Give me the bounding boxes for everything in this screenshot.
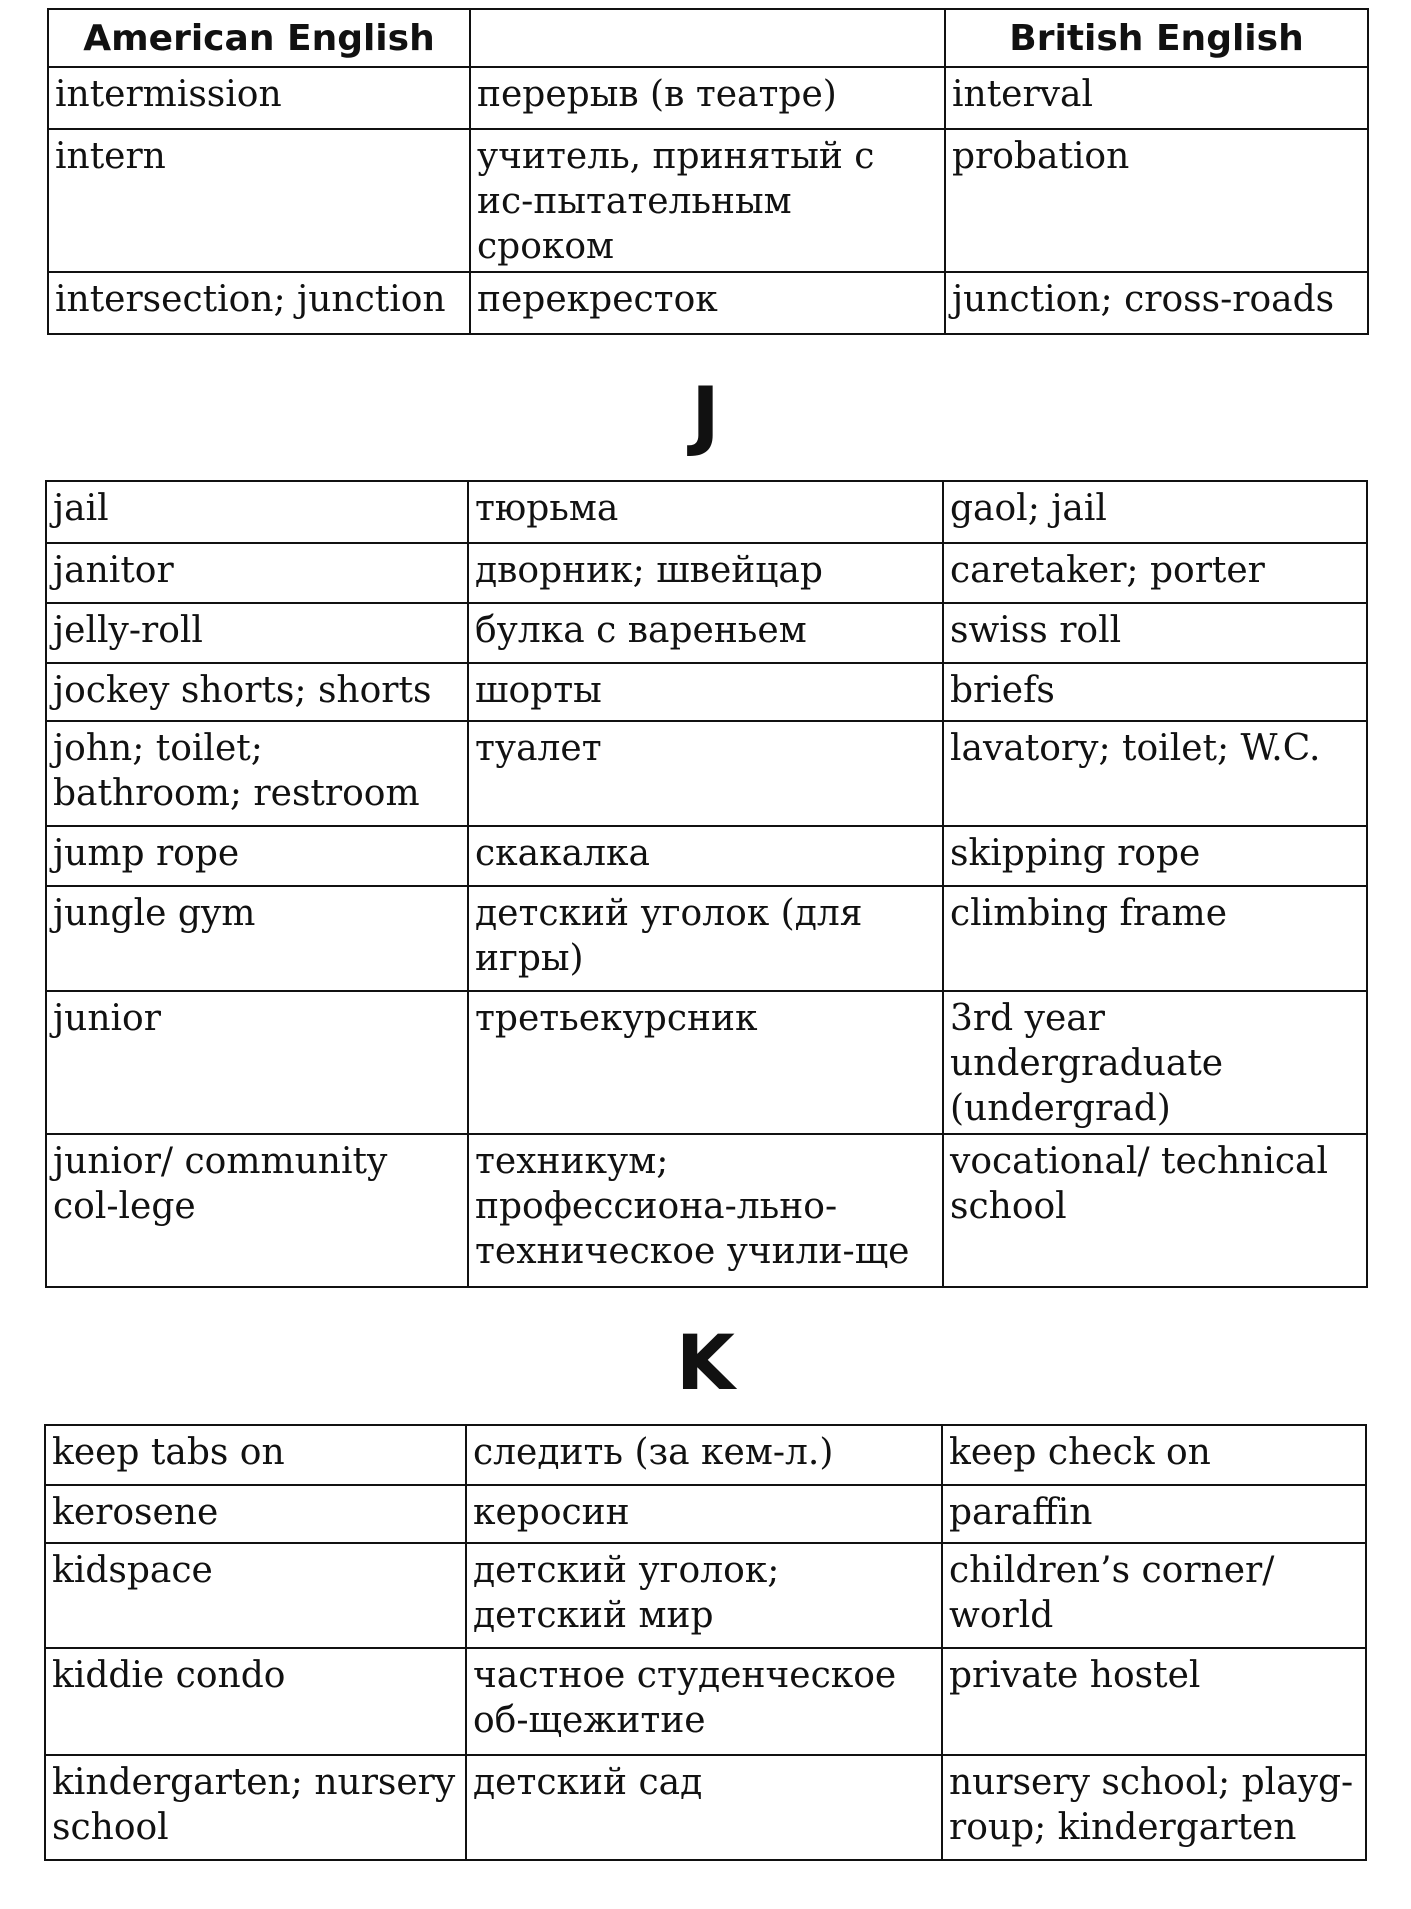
american-term: intersection; junction bbox=[48, 272, 470, 334]
table-row bbox=[46, 481, 1367, 543]
british-term: climbing frame bbox=[943, 886, 1367, 991]
american-term: intern bbox=[48, 129, 470, 272]
russian-translation: скакалка bbox=[468, 826, 943, 886]
british-term: junction; cross-roads bbox=[945, 272, 1368, 334]
russian-translation: дворник; швейцар bbox=[468, 543, 943, 603]
section-letter-k: K bbox=[676, 1318, 735, 1407]
vocab-table-k bbox=[44, 1424, 1367, 1861]
table-row bbox=[45, 1425, 1366, 1485]
russian-translation: детский уголок; детский мир bbox=[466, 1543, 942, 1648]
table-row bbox=[46, 1134, 1367, 1287]
vocab-table-j bbox=[45, 480, 1368, 1288]
russian-translation: учитель, принятый с ис-пытательным сроком bbox=[470, 129, 945, 272]
american-term: kiddie condo bbox=[45, 1648, 466, 1755]
russian-translation: булка с вареньем bbox=[468, 603, 943, 663]
american-term: keep tabs on bbox=[45, 1425, 466, 1485]
american-term: junior/ community col-lege bbox=[46, 1134, 468, 1287]
british-term: 3rd year undergraduate (undergrad) bbox=[943, 991, 1367, 1134]
russian-translation: следить (за кем-л.) bbox=[466, 1425, 942, 1485]
table-row bbox=[46, 826, 1367, 886]
american-term: kidspace bbox=[45, 1543, 466, 1648]
table-row bbox=[48, 129, 1368, 272]
russian-translation: детский уголок (для игры) bbox=[468, 886, 943, 991]
section-letter-j: J bbox=[691, 370, 720, 459]
british-term: swiss roll bbox=[943, 603, 1367, 663]
british-term: gaol; jail bbox=[943, 481, 1367, 543]
american-term: jail bbox=[46, 481, 468, 543]
russian-translation: перерыв (в театре) bbox=[470, 67, 945, 129]
british-term: briefs bbox=[943, 663, 1367, 721]
russian-translation: керосин bbox=[466, 1485, 942, 1543]
table-row bbox=[46, 991, 1367, 1134]
british-term: keep check on bbox=[942, 1425, 1366, 1485]
american-term: jockey shorts; shorts bbox=[46, 663, 468, 721]
american-term: junior bbox=[46, 991, 468, 1134]
vocab-table-i bbox=[47, 8, 1369, 335]
russian-translation: третьекурсник bbox=[468, 991, 943, 1134]
header-row bbox=[48, 9, 1368, 67]
american-term: jelly-roll bbox=[46, 603, 468, 663]
table-row bbox=[45, 1755, 1366, 1860]
table-row bbox=[46, 721, 1367, 826]
table-row bbox=[46, 603, 1367, 663]
american-term: jump rope bbox=[46, 826, 468, 886]
table-row bbox=[48, 67, 1368, 129]
british-term: paraffin bbox=[942, 1485, 1366, 1543]
british-term: skipping rope bbox=[943, 826, 1367, 886]
british-english-header: British English bbox=[945, 9, 1368, 67]
american-english-header: American English bbox=[48, 9, 470, 67]
american-term: intermission bbox=[48, 67, 470, 129]
british-term: lavatory; toilet; W.C. bbox=[943, 721, 1367, 826]
british-term: vocational/ technical school bbox=[943, 1134, 1367, 1287]
table-row bbox=[45, 1485, 1366, 1543]
british-term: interval bbox=[945, 67, 1368, 129]
american-term: jungle gym bbox=[46, 886, 468, 991]
russian-translation: шорты bbox=[468, 663, 943, 721]
russian-translation: детский сад bbox=[466, 1755, 942, 1860]
table-row bbox=[46, 886, 1367, 991]
table-row bbox=[45, 1543, 1366, 1648]
table-row bbox=[46, 663, 1367, 721]
table-row bbox=[48, 272, 1368, 334]
russian-translation: тюрьма bbox=[468, 481, 943, 543]
russian-translation: техникум; профессиона-льно-техническое учили-ще bbox=[468, 1134, 943, 1287]
british-term: private hostel bbox=[942, 1648, 1366, 1755]
russian-header bbox=[470, 9, 945, 67]
russian-translation: частное студенческое об-щежитие bbox=[466, 1648, 942, 1755]
american-term: janitor bbox=[46, 543, 468, 603]
british-term: probation bbox=[945, 129, 1368, 272]
british-term: nursery school; playg-roup; kindergarten bbox=[942, 1755, 1366, 1860]
british-term: children’s corner/ world bbox=[942, 1543, 1366, 1648]
russian-translation: туалет bbox=[468, 721, 943, 826]
american-term: john; toilet; bathroom; restroom bbox=[46, 721, 468, 826]
russian-translation: перекресток bbox=[470, 272, 945, 334]
table-row bbox=[46, 543, 1367, 603]
american-term: kindergarten; nursery school bbox=[45, 1755, 466, 1860]
table-row bbox=[45, 1648, 1366, 1755]
british-term: caretaker; porter bbox=[943, 543, 1367, 603]
american-term: kerosene bbox=[45, 1485, 466, 1543]
